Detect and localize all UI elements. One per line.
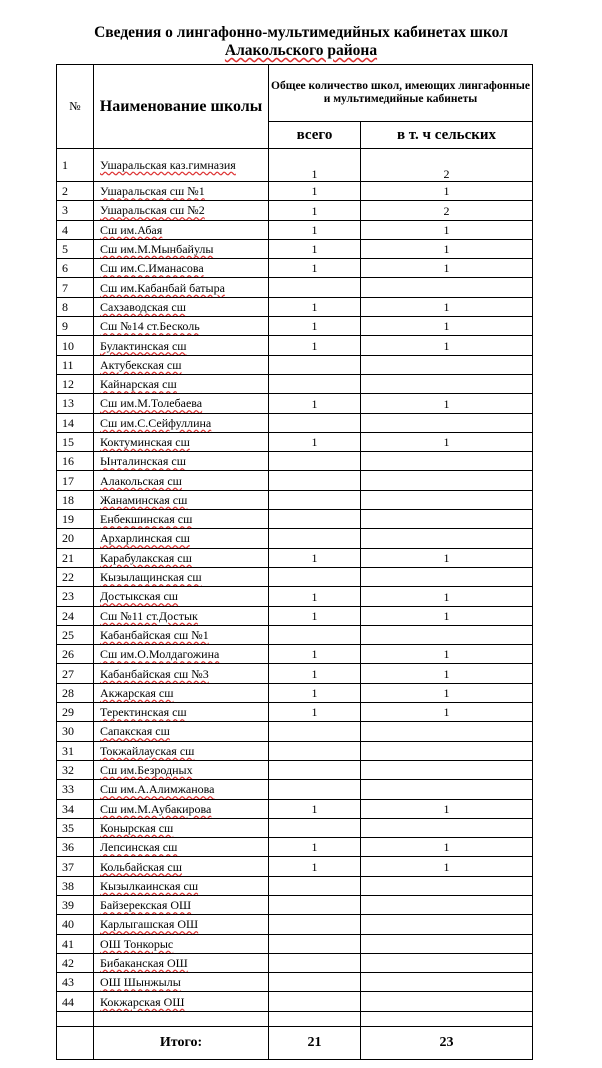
cabinets-total: 1 [269,857,361,876]
school-name: Архарлинская сш [94,529,269,548]
cabinets-rural: 1 [361,239,533,258]
cabinets-total: 1 [269,149,361,182]
school-name: Сш им.С.Иманасова [94,259,269,278]
row-number: 31 [57,741,94,760]
cabinets-rural [361,625,533,644]
school-name: Сапакская сш [94,722,269,741]
school-name: Бибаканская ОШ [94,953,269,972]
row-number: 27 [57,664,94,683]
school-name: Конырская сш [94,818,269,837]
school-name: Сш им.Кабанбай батыра [94,278,269,297]
row-number: 33 [57,780,94,799]
header-rural: в т. ч сельских [361,122,533,149]
row-number: 35 [57,818,94,837]
cabinets-total: 1 [269,259,361,278]
school-name: Енбекшинская сш [94,510,269,529]
school-name: Кабанбайская сш №1 [94,625,269,644]
cabinets-total: 1 [269,606,361,625]
totals-total: 21 [269,1026,361,1059]
table-row [57,239,533,258]
table-row [57,838,533,857]
row-number: 44 [57,992,94,1011]
cabinets-total [269,374,361,393]
cabinets-total [269,992,361,1011]
row-number: 7 [57,278,94,297]
cabinets-total [269,973,361,992]
cabinets-rural: 1 [361,432,533,451]
cabinets-rural: 1 [361,703,533,722]
row-number: 42 [57,953,94,972]
table-row [57,374,533,393]
table-row [57,876,533,895]
school-name: Сш №11 ст.Достык [94,606,269,625]
table-row [57,683,533,702]
cabinets-rural [361,452,533,471]
table-row [57,760,533,779]
table-row [57,606,533,625]
cabinets-rural: 1 [361,606,533,625]
school-name: ОШ Тонкорыс [94,934,269,953]
cabinets-rural [361,895,533,914]
cabinets-rural: 2 [361,149,533,182]
row-number: 6 [57,259,94,278]
table-row [57,799,533,818]
cabinets-rural: 1 [361,182,533,201]
row-number: 5 [57,239,94,258]
row-number: 36 [57,838,94,857]
table-row [57,915,533,934]
cabinets-total: 1 [269,664,361,683]
school-name: Сш им.М.Толебаева [94,394,269,413]
table-row [57,973,533,992]
table-row [57,317,533,336]
school-name: Алакольская сш [94,471,269,490]
cabinets-rural: 1 [361,857,533,876]
school-name: Лепсинская сш [94,838,269,857]
row-number: 39 [57,895,94,914]
school-name: Акжарская сш [94,683,269,702]
cabinets-total [269,452,361,471]
table-row [57,452,533,471]
table-row [57,664,533,683]
cabinets-total: 1 [269,703,361,722]
cabinets-total [269,355,361,374]
cabinets-total [269,471,361,490]
row-number: 26 [57,645,94,664]
school-name: Карабулакская сш [94,548,269,567]
school-name: Ынталинская сш [94,452,269,471]
school-name: Кабанбайская сш №3 [94,664,269,683]
cabinets-rural: 2 [361,201,533,220]
school-name: Актубекская сш [94,355,269,374]
cabinets-total [269,625,361,644]
header-number: № [57,65,94,149]
table-row [57,182,533,201]
row-number: 13 [57,394,94,413]
cabinets-total [269,510,361,529]
school-name: Булактинская сш [94,336,269,355]
school-name: ОШ Шынжылы [94,973,269,992]
cabinets-rural [361,760,533,779]
row-number: 30 [57,722,94,741]
cabinets-rural [361,992,533,1011]
table-row [57,490,533,509]
school-name: Кольбайская сш [94,857,269,876]
blank-cell [269,1011,361,1026]
school-name: Кызылкаинская сш [94,876,269,895]
table-row [57,895,533,914]
table-row [57,278,533,297]
row-number: 19 [57,510,94,529]
row-number: 38 [57,876,94,895]
school-name: Сш им.О.Молдагожина [94,645,269,664]
title-line-1: Сведения о лингафонно-мультимедийных кабинетах школ [94,24,508,41]
row-number: 40 [57,915,94,934]
table-row [57,355,533,374]
table-body [57,149,533,1060]
school-name: Сш им.Абая [94,220,269,239]
cabinets-total: 1 [269,838,361,857]
cabinets-total: 1 [269,683,361,702]
row-number: 3 [57,201,94,220]
school-name: Ушаральская сш №1 [94,182,269,201]
table-row [57,259,533,278]
totals-empty-cell [57,1026,94,1059]
cabinets-total [269,953,361,972]
row-number: 22 [57,567,94,586]
school-name: Ушаральская каз.гимназия [94,149,269,182]
table-row [57,201,533,220]
row-number: 12 [57,374,94,393]
blank-cell [94,1011,269,1026]
cabinets-rural: 1 [361,548,533,567]
school-name: Жанаминская сш [94,490,269,509]
cabinets-total: 1 [269,317,361,336]
cabinets-total [269,818,361,837]
cabinets-rural [361,278,533,297]
table-row [57,625,533,644]
cabinets-total: 1 [269,799,361,818]
school-name: Байзерекская ОШ [94,895,269,914]
row-number: 34 [57,799,94,818]
table-row [57,471,533,490]
school-name: Сш им.М.Аубакирова [94,799,269,818]
row-number: 11 [57,355,94,374]
table-row [57,934,533,953]
cabinets-total [269,876,361,895]
header-total: всего [269,122,361,149]
header-cabinets-group: Общее количество школ, имеющих лингафонные и мультимедийные кабинеты [269,65,533,122]
cabinets-total [269,722,361,741]
cabinets-total [269,567,361,586]
schools-table [56,64,533,1060]
table-row [57,297,533,316]
school-name: Сахзаводская сш [94,297,269,316]
cabinets-total [269,934,361,953]
cabinets-total [269,278,361,297]
school-name: Ушаральская сш №2 [94,201,269,220]
school-name: Сш им.Безродных [94,760,269,779]
row-number: 17 [57,471,94,490]
table-row [57,149,533,182]
cabinets-rural [361,567,533,586]
table-row [57,645,533,664]
cabinets-rural: 1 [361,297,533,316]
table-row [57,548,533,567]
row-number: 16 [57,452,94,471]
cabinets-rural: 1 [361,838,533,857]
row-number: 2 [57,182,94,201]
table-row [57,780,533,799]
cabinets-total [269,895,361,914]
cabinets-rural [361,374,533,393]
school-name: Кайнарская сш [94,374,269,393]
cabinets-total: 1 [269,394,361,413]
cabinets-total: 1 [269,297,361,316]
cabinets-rural [361,490,533,509]
table-row [57,857,533,876]
table-row [57,394,533,413]
school-name: Сш №14 ст.Бесколь [94,317,269,336]
document-title [0,24,602,60]
cabinets-rural: 1 [361,799,533,818]
cabinets-total [269,490,361,509]
cabinets-rural: 1 [361,317,533,336]
row-number: 29 [57,703,94,722]
table-row [57,220,533,239]
cabinets-total: 1 [269,587,361,606]
table-row [57,510,533,529]
row-number: 1 [57,149,94,182]
school-name: Кокжарская ОШ [94,992,269,1011]
row-number: 9 [57,317,94,336]
cabinets-rural: 1 [361,587,533,606]
cabinets-rural: 1 [361,259,533,278]
cabinets-total: 1 [269,220,361,239]
school-name: Карлыгашская ОШ [94,915,269,934]
cabinets-rural [361,915,533,934]
row-number: 18 [57,490,94,509]
cabinets-rural [361,529,533,548]
blank-cell [57,1011,94,1026]
table-row [57,992,533,1011]
totals-label: Итого: [94,1026,269,1059]
row-number: 32 [57,760,94,779]
school-name: Кызылащинская сш [94,567,269,586]
cabinets-total [269,741,361,760]
cabinets-rural [361,413,533,432]
title-line-2: Алакольского района [224,42,378,59]
table-row [57,953,533,972]
table-row [57,336,533,355]
row-number: 25 [57,625,94,644]
row-number: 43 [57,973,94,992]
cabinets-rural [361,471,533,490]
table-row [57,567,533,586]
row-number: 4 [57,220,94,239]
table-row [57,741,533,760]
cabinets-rural [361,510,533,529]
cabinets-total [269,915,361,934]
cabinets-rural: 1 [361,336,533,355]
row-number: 15 [57,432,94,451]
row-number: 24 [57,606,94,625]
cabinets-rural [361,355,533,374]
cabinets-rural [361,780,533,799]
cabinets-total: 1 [269,645,361,664]
table-row [57,413,533,432]
header-school-name: Наименование школы [94,65,269,149]
school-name: Сш им.С.Сейфуллина [94,413,269,432]
cabinets-rural: 1 [361,683,533,702]
row-number: 20 [57,529,94,548]
cabinets-rural [361,818,533,837]
cabinets-total: 1 [269,239,361,258]
school-name: Сш им.М.Мынбайулы [94,239,269,258]
blank-cell [361,1011,533,1026]
cabinets-rural: 1 [361,220,533,239]
row-number: 21 [57,548,94,567]
blank-row [57,1011,533,1026]
school-name: Коктуминская сш [94,432,269,451]
cabinets-rural [361,722,533,741]
cabinets-total: 1 [269,182,361,201]
cabinets-total [269,413,361,432]
totals-row [57,1026,533,1059]
table-row [57,818,533,837]
cabinets-total [269,780,361,799]
table-row [57,529,533,548]
cabinets-rural [361,741,533,760]
totals-rural: 23 [361,1026,533,1059]
row-number: 28 [57,683,94,702]
row-number: 10 [57,336,94,355]
row-number: 37 [57,857,94,876]
table-row [57,722,533,741]
school-name: Токжайлауская сш [94,741,269,760]
cabinets-rural [361,934,533,953]
row-number: 8 [57,297,94,316]
school-name: Достыкская сш [94,587,269,606]
school-name: Сш им.А.Алимжанова [94,780,269,799]
school-name: Теректинская сш [94,703,269,722]
cabinets-total: 1 [269,201,361,220]
cabinets-rural [361,953,533,972]
table-row [57,587,533,606]
cabinets-total: 1 [269,336,361,355]
cabinets-total: 1 [269,548,361,567]
row-number: 14 [57,413,94,432]
cabinets-rural: 1 [361,394,533,413]
table-row [57,703,533,722]
cabinets-rural: 1 [361,664,533,683]
cabinets-rural [361,973,533,992]
cabinets-total [269,529,361,548]
row-number: 23 [57,587,94,606]
cabinets-rural: 1 [361,645,533,664]
cabinets-rural [361,876,533,895]
row-number: 41 [57,934,94,953]
cabinets-total: 1 [269,432,361,451]
cabinets-total [269,760,361,779]
table-row [57,432,533,451]
